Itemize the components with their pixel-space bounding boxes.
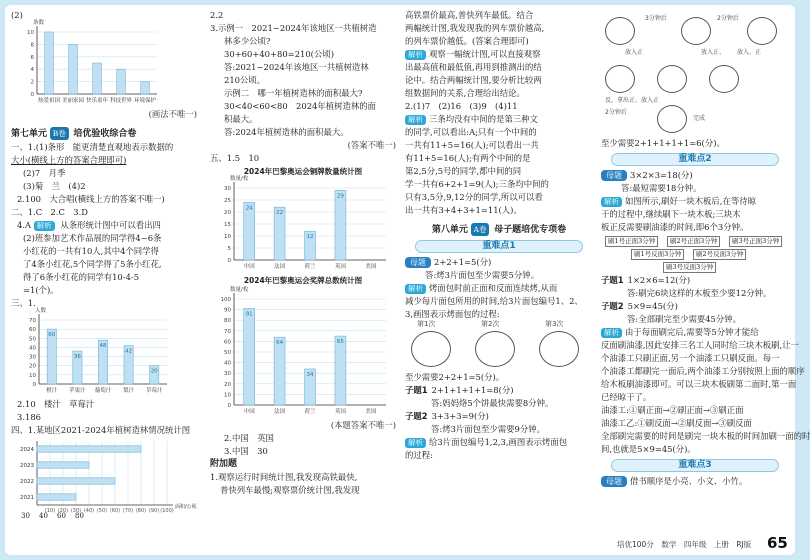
flow-circle-4 bbox=[605, 65, 635, 93]
x-tick-label: (80) bbox=[135, 508, 147, 514]
x-tick-label: (40) bbox=[83, 508, 95, 514]
c4-p3c: 板正反需要刷油漆的时间,即6个3分钟。 bbox=[601, 222, 749, 232]
y-tick-label: 0 bbox=[30, 92, 34, 98]
y-tick-label: 8 bbox=[30, 42, 34, 49]
c3-line-3: 的列车票价越低。(答案合理即可) bbox=[405, 36, 529, 46]
c3-line-10: 的同学,可以看出:A;只有一个中间的 bbox=[405, 127, 537, 137]
timeline-a: 刷1号正面3分钟 bbox=[605, 236, 658, 247]
data-label: 36 bbox=[73, 354, 81, 361]
c2-line-7: 示例二 哪一年植树造林的面积最大? bbox=[224, 88, 363, 98]
c2-line-11: (答案不唯一) bbox=[347, 140, 396, 150]
c3-line-12: 有11+5=16(人);有两个中间的是 bbox=[405, 153, 531, 163]
bar bbox=[274, 337, 285, 405]
c4-p4e: 给木板刷油漆即可。可以三块木板刷第二面时,第一面 bbox=[601, 379, 797, 389]
flow-circle-5 bbox=[657, 65, 687, 93]
chart-3 bbox=[11, 437, 197, 519]
x-tick-label: (30) bbox=[70, 508, 82, 514]
x-tick-label: 荷兰 bbox=[304, 264, 316, 270]
c4-p4i: 全部刷完需要的时间是刷完一块木板的时间加刷一面的时 bbox=[601, 431, 810, 441]
c2-line-6: 210公顷。 bbox=[224, 75, 266, 85]
x-tick-label: 美丽家园 bbox=[61, 98, 85, 104]
round-2-label: 第2次 bbox=[481, 320, 500, 328]
y-tick-label: 20 bbox=[29, 363, 36, 370]
x-tick-label: 中国 bbox=[243, 409, 255, 415]
chart-5 bbox=[210, 287, 390, 419]
x-tick-label: (10) bbox=[44, 508, 56, 514]
c4-p4b: 反面刷油漆,因此安排三名工人同时给三块木板刷,让一 bbox=[601, 340, 799, 350]
sub-problem-1: 子题1 2+1+1+1+1=8(分) bbox=[405, 385, 514, 395]
x-tick-label: 英国 bbox=[334, 409, 346, 415]
mother-problem-1: 母题 2+2+1=5(分) bbox=[405, 256, 593, 269]
c3-line-13: 第2,5分,5号的同学,都中间的同 bbox=[405, 166, 522, 176]
flow-circle-3 bbox=[747, 17, 777, 45]
c2-line-16: 普快列车最慢;观察票价统计图,我发现 bbox=[220, 485, 360, 495]
y-tick-label: 10 bbox=[224, 392, 231, 399]
bar bbox=[45, 32, 54, 94]
c3-line-9: 解析 三条均没有中间的是第三种文 bbox=[405, 113, 593, 126]
q1a: 一、1.(1)条形 能更清楚直观地表示数据的 bbox=[11, 142, 174, 152]
data-label: 20 bbox=[150, 368, 158, 375]
answer-tick: 80 bbox=[75, 512, 84, 520]
flow-label-2: 2分钟后 bbox=[717, 15, 739, 22]
y-tick-label: 30 bbox=[224, 186, 231, 192]
c3-p2b: 的过程: bbox=[405, 450, 433, 460]
c4-p4d: 个油漆工都刷完一面后,两个油漆工分别按照上面的顺序 bbox=[601, 366, 805, 376]
bar bbox=[117, 69, 126, 94]
pan-circle-3 bbox=[539, 331, 579, 367]
key-point-2-band: 重难点2 bbox=[611, 153, 779, 166]
x-tick-label: 英国 bbox=[334, 264, 346, 270]
unit-8-heading: 第八单元 A卷 母子题培优专项卷 bbox=[431, 225, 567, 235]
c4-p4h: 油漆工乙:①刷反面→②刷反面→③刷反面 bbox=[601, 418, 752, 428]
timeline-d: 刷1号反面3分钟 bbox=[631, 249, 684, 260]
mother-problem-2: 母题 3×2×3=18(分) bbox=[601, 169, 789, 182]
bar bbox=[93, 63, 102, 94]
c2-line-10: 答:2024年植树造林的面积最大。 bbox=[224, 127, 349, 137]
data-label: 91 bbox=[245, 311, 253, 318]
flow-label-d: 反、拿出正、放入正 bbox=[605, 97, 660, 104]
data-label: 29 bbox=[336, 193, 344, 200]
x-tick-label: (70) bbox=[122, 508, 134, 514]
extra-heading: 附加题 bbox=[210, 459, 238, 469]
x-tick-label: 苹果汁 bbox=[69, 388, 86, 394]
q4b: (2)班参加艺术作品展的同学得4~6条 bbox=[23, 233, 162, 243]
timeline-diagram bbox=[601, 234, 789, 274]
c3-z1a: 答:妈妈烙5个饼最快需要8分钟。 bbox=[431, 398, 554, 408]
x-tick-label: (60) bbox=[109, 508, 121, 514]
y-tick-label: 60 bbox=[224, 339, 231, 346]
answer-tick: 60 bbox=[57, 512, 66, 520]
chart-5-title: 2024年巴黎奥运会奖牌总数统计图 bbox=[243, 276, 363, 285]
y-tick-label: 5 bbox=[227, 246, 231, 252]
c3-p1b: 减少每片面包所用的时间,给3片面包编号1、2、 bbox=[405, 296, 583, 306]
x-tick-label: (20) bbox=[57, 508, 69, 514]
chart-1-note: (画法不唯一) bbox=[148, 109, 197, 119]
y-tick-label: 2022 bbox=[20, 479, 34, 485]
c4-p4: 解析 由于每面刷完后,需要等5分钟才能给 bbox=[601, 326, 789, 339]
c2-line-12: 五、1.5 10 bbox=[210, 153, 260, 163]
c3-p1: 解析 烤面包时前正面和反面连续烤,从而 bbox=[405, 282, 593, 295]
y-tick-label: 2021 bbox=[20, 495, 34, 501]
data-label: 60 bbox=[48, 332, 56, 339]
c3-line-2: 两幅统计图,我发现我的列车票价越高, bbox=[405, 23, 545, 33]
chart-4-title: 2024年巴黎奥运会铜牌数量统计图 bbox=[243, 167, 363, 176]
c3-line-11: 一共有11+5=16(人);可以看出一共 bbox=[405, 140, 539, 150]
y-axis-label: 人数 bbox=[35, 308, 47, 314]
x-tick-label: 草莓汁 bbox=[145, 388, 163, 394]
y-tick-label: 20 bbox=[224, 381, 231, 388]
bar bbox=[244, 309, 255, 405]
c3-line-4: 解析 观察一幅统计图,可以直接观察 bbox=[405, 48, 593, 61]
section-4-title: 四、1.某地区2021-2024年植树造林情况统计图 bbox=[11, 425, 191, 435]
answer-tick: 40 bbox=[39, 512, 48, 520]
y-tick-label: 40 bbox=[29, 345, 36, 352]
q1c: (2)7 月季 bbox=[23, 168, 66, 178]
c3-z2a: 答:烤3片面包至少需要9分钟。 bbox=[431, 424, 545, 434]
timeline-c: 刷3号正面3分钟 bbox=[729, 236, 782, 247]
flow-circle-6 bbox=[709, 65, 739, 93]
x-tick-label: 葡萄汁 bbox=[94, 388, 112, 394]
data-label: 12 bbox=[306, 234, 314, 241]
c3-line-1: 高铁票价最高,普快列车最低。结合 bbox=[405, 10, 534, 20]
c2-line-15: 1.观察运行时间统计图,我发现高铁最快, bbox=[210, 472, 358, 482]
c2-line-2: 3.示例一 2021~2024年该地区一共植树造 bbox=[210, 23, 377, 33]
timeline-f: 刷3号反面3分钟 bbox=[663, 262, 716, 273]
flow-label-e: 2分钟后 bbox=[605, 109, 627, 116]
mother-problem-3: 母题 借书顺序是小亮、小文、小竹。 bbox=[601, 475, 789, 488]
c3-m1a: 答:烤3片面包至少需要5分钟。 bbox=[425, 270, 539, 280]
column-2 bbox=[210, 9, 396, 497]
y-tick-label: 40 bbox=[224, 360, 231, 367]
c4-p4j: 间,也就是5×9=45(分)。 bbox=[601, 444, 696, 454]
bar bbox=[37, 462, 89, 468]
c3-line-5: 出最高值和最低值,再用到推测出的结 bbox=[405, 62, 542, 72]
q3: 二、1.C 2.C 3.D bbox=[11, 207, 89, 217]
unit-7-heading: 第七单元 B卷 培优验收综合卷 bbox=[11, 129, 137, 139]
x-tick-label: 快乐童年 bbox=[85, 98, 109, 104]
y-tick-label: 50 bbox=[224, 350, 231, 356]
data-label: 24 bbox=[245, 205, 253, 212]
c4-p4g: 油漆工:①刷正面→②刷正面→③刷正面 bbox=[601, 405, 744, 415]
round-3-label: 第3次 bbox=[545, 320, 564, 328]
bar bbox=[335, 336, 346, 405]
y-tick-label: 0 bbox=[227, 403, 231, 409]
y-tick-label: 100 bbox=[220, 297, 231, 303]
chart-1 bbox=[21, 22, 161, 108]
data-label: 22 bbox=[276, 210, 284, 217]
y-tick-label: 2023 bbox=[20, 463, 34, 469]
round-1-label: 第1次 bbox=[417, 320, 436, 328]
c3-round-total: 至少需要2+2+1=5(分)。 bbox=[405, 372, 505, 382]
y-tick-label: 70 bbox=[224, 328, 231, 335]
answer-tick: 30 bbox=[21, 512, 30, 520]
c3-p2: 解析 给3片面包编号1,2,3,画图表示烤面包 bbox=[405, 436, 593, 449]
key-point-1-band: 重难点1 bbox=[415, 240, 583, 253]
c4-m2a: 答:最短需要18分钟。 bbox=[621, 183, 702, 193]
x-tick-label: 美国 bbox=[365, 264, 377, 270]
y-tick-label: 6 bbox=[30, 54, 34, 61]
q1d: (3)菊 兰 (4)2 bbox=[23, 181, 86, 191]
x-axis-label: 面积/公顷 bbox=[175, 504, 197, 510]
c3-line-7: 组数据间的关系,合理给出结论。 bbox=[405, 88, 525, 98]
data-label: 65 bbox=[336, 339, 344, 346]
q1b: 大小(横线上方的答案合理即可) bbox=[11, 155, 127, 165]
q4a: 4.A 解析 从条形统计图中可以看出四 bbox=[17, 220, 161, 230]
c4-z3a: 答:刷完6块这样的木板至少要12分钟。 bbox=[627, 288, 772, 298]
x-tick-label: 法国 bbox=[274, 409, 286, 415]
bar bbox=[37, 494, 76, 500]
bar bbox=[335, 190, 346, 260]
sub-problem-4: 子题2 5×9=45(分) bbox=[601, 301, 678, 311]
timeline-e: 刷2号反面3分钟 bbox=[693, 249, 746, 260]
x-tick-label: 环境保护 bbox=[133, 98, 157, 104]
c2-line-8: 30<40<60<80 2024年植树造林的面 bbox=[224, 101, 376, 111]
x-tick-label: 荷兰 bbox=[304, 409, 316, 415]
c3-line-8: 2.(1)7 (2)16 (3)9 (4)11 bbox=[405, 101, 518, 111]
y-tick-label: 0 bbox=[32, 382, 36, 388]
chart-1-label: (2) bbox=[11, 10, 23, 20]
flow-label-c: 放入正 bbox=[625, 49, 644, 56]
flow-circle-1 bbox=[605, 17, 635, 45]
footer-text: 培优100分 数学 四年级 上册 RJ版 bbox=[617, 540, 752, 549]
y-tick-label: 10 bbox=[29, 372, 36, 379]
y-axis-label: 条数 bbox=[33, 20, 45, 26]
q4c: 小红花的一共有10人,其中4个同学得 bbox=[23, 246, 159, 256]
data-label: 48 bbox=[99, 343, 107, 350]
sub-problem-3: 子题1 1×2×6=12(分) bbox=[601, 275, 691, 285]
column-4 bbox=[601, 9, 810, 488]
bar bbox=[37, 478, 115, 484]
timeline-b: 刷2号正面3分钟 bbox=[667, 236, 720, 247]
y-tick-label: 90 bbox=[224, 307, 231, 314]
x-tick-label: 中国 bbox=[243, 264, 255, 270]
y-tick-label: 30 bbox=[224, 371, 231, 378]
c3-line-15: 只有3,5分,9,12分的同学,所以可以看 bbox=[405, 192, 543, 202]
q3b: 2.10 楼汁 草莓汁 bbox=[17, 399, 95, 409]
c2-line-14: 3.中国 30 bbox=[224, 446, 268, 456]
key-point-3-band: 重难点3 bbox=[611, 459, 779, 472]
y-tick-label: 10 bbox=[27, 30, 34, 36]
y-tick-label: 25 bbox=[224, 198, 231, 204]
chart-5-note: (本题答案不唯一) bbox=[330, 420, 396, 430]
y-tick-label: 4 bbox=[30, 67, 34, 74]
y-tick-label: 10 bbox=[224, 234, 231, 240]
c2-line-13: 2.中国 英国 bbox=[224, 433, 274, 443]
y-tick-label: 2024 bbox=[20, 447, 34, 453]
c4-formula: 至少需要2+1+1+1+1=6(分)。 bbox=[601, 138, 725, 148]
pan-circle-1 bbox=[411, 331, 451, 367]
c4-p4f: 已经晾干了。 bbox=[601, 392, 652, 402]
q4d: 了4条小红花,5个同学得了5条小红花, bbox=[23, 259, 162, 269]
c3-line-14: 学一共有6+2+1=9(人);三条均中间的 bbox=[405, 179, 549, 189]
x-tick-label: 梨汁 bbox=[123, 388, 135, 394]
y-tick-label: 70 bbox=[29, 318, 36, 324]
column-3 bbox=[405, 9, 593, 462]
q2: 2.100 大合唱(横线上方的答案不唯一) bbox=[17, 194, 165, 204]
y-tick-label: 0 bbox=[227, 258, 231, 264]
data-label: 34 bbox=[306, 371, 314, 378]
y-axis-label: 数量/枚 bbox=[230, 287, 249, 293]
x-tick-label: 美国 bbox=[365, 409, 377, 415]
pan-circle-2 bbox=[475, 331, 515, 367]
q3c: 3.186 bbox=[17, 412, 41, 422]
sub-problem-2: 子题2 3+3+3=9(分) bbox=[405, 411, 489, 421]
section-3-label: 三、1. bbox=[11, 298, 36, 308]
q4e: 得了6条小红花的同学有10-4-5 bbox=[23, 272, 140, 282]
data-label: 42 bbox=[125, 348, 133, 355]
page-number: 65 bbox=[767, 534, 788, 552]
flow-label-a: 放入、正 bbox=[737, 49, 762, 56]
data-label: 64 bbox=[276, 340, 284, 347]
y-tick-label: 50 bbox=[29, 336, 36, 343]
x-tick-label: (100) bbox=[160, 508, 174, 514]
y-tick-label: 20 bbox=[224, 210, 231, 216]
flow-label-1: 3分钟后 bbox=[645, 15, 667, 22]
bread-diagram bbox=[405, 321, 593, 371]
c4-p4c: 个油漆工只刷正面,另一个油漆工只刷反面。每一 bbox=[601, 353, 780, 363]
bar bbox=[37, 446, 141, 452]
flow-label-f: 完成 bbox=[693, 115, 706, 122]
c2-line-9: 积最大。 bbox=[224, 114, 258, 124]
c4-p3: 解析 如图所示,刷好一块木板后,在等待晾 bbox=[601, 195, 789, 208]
c4-z4a: 答:全部刷完至少需要45分钟。 bbox=[627, 314, 741, 324]
x-tick-label: 热爱祖国 bbox=[37, 98, 61, 104]
bar bbox=[141, 82, 150, 94]
y-axis-label: 数量/枚 bbox=[230, 176, 249, 182]
chart-2 bbox=[21, 310, 171, 398]
y-tick-label: 2 bbox=[30, 79, 34, 86]
y-tick-label: 80 bbox=[224, 318, 231, 325]
flow-circle-2 bbox=[681, 17, 711, 45]
x-tick-label: (50) bbox=[96, 508, 108, 514]
y-tick-label: 30 bbox=[29, 354, 36, 361]
x-tick-label: (90) bbox=[148, 508, 160, 514]
column-1 bbox=[11, 9, 197, 519]
y-tick-label: 60 bbox=[29, 327, 36, 334]
c4-p3b: 干的过程中,继续刷下一块木板;三块木 bbox=[601, 209, 741, 219]
toast-flow-diagram bbox=[601, 9, 789, 137]
c3-line-6: 论中。结合两幅统计图,要分析比较两 bbox=[405, 75, 542, 85]
c2-line-1: 2.2 bbox=[210, 10, 224, 20]
c3-p1c: 3,画图表示烤面包的过程: bbox=[405, 309, 500, 319]
c3-line-16: 出一共有3+4+3+1=11(人)。 bbox=[405, 205, 522, 215]
c2-line-5: 答:2021~2024年该地区一共植树造林 bbox=[224, 62, 369, 72]
flow-label-b: 放入正、 bbox=[701, 49, 726, 56]
x-tick-label: 科技世界 bbox=[109, 98, 133, 104]
y-tick-label: 15 bbox=[224, 222, 231, 228]
x-tick-label: 法国 bbox=[274, 264, 286, 270]
bar bbox=[69, 44, 78, 94]
c2-line-4: 30+60+40+80=210(公顷) bbox=[224, 49, 334, 59]
x-tick-label: 橙汁 bbox=[46, 388, 58, 394]
analysis-tag: 解析 bbox=[34, 221, 55, 231]
answer-page bbox=[5, 5, 810, 555]
chart-4 bbox=[210, 178, 390, 274]
q4f: =1(个)。 bbox=[23, 285, 59, 295]
flow-circle-7 bbox=[657, 105, 687, 133]
c2-line-3: 林多少公顷? bbox=[224, 36, 271, 46]
